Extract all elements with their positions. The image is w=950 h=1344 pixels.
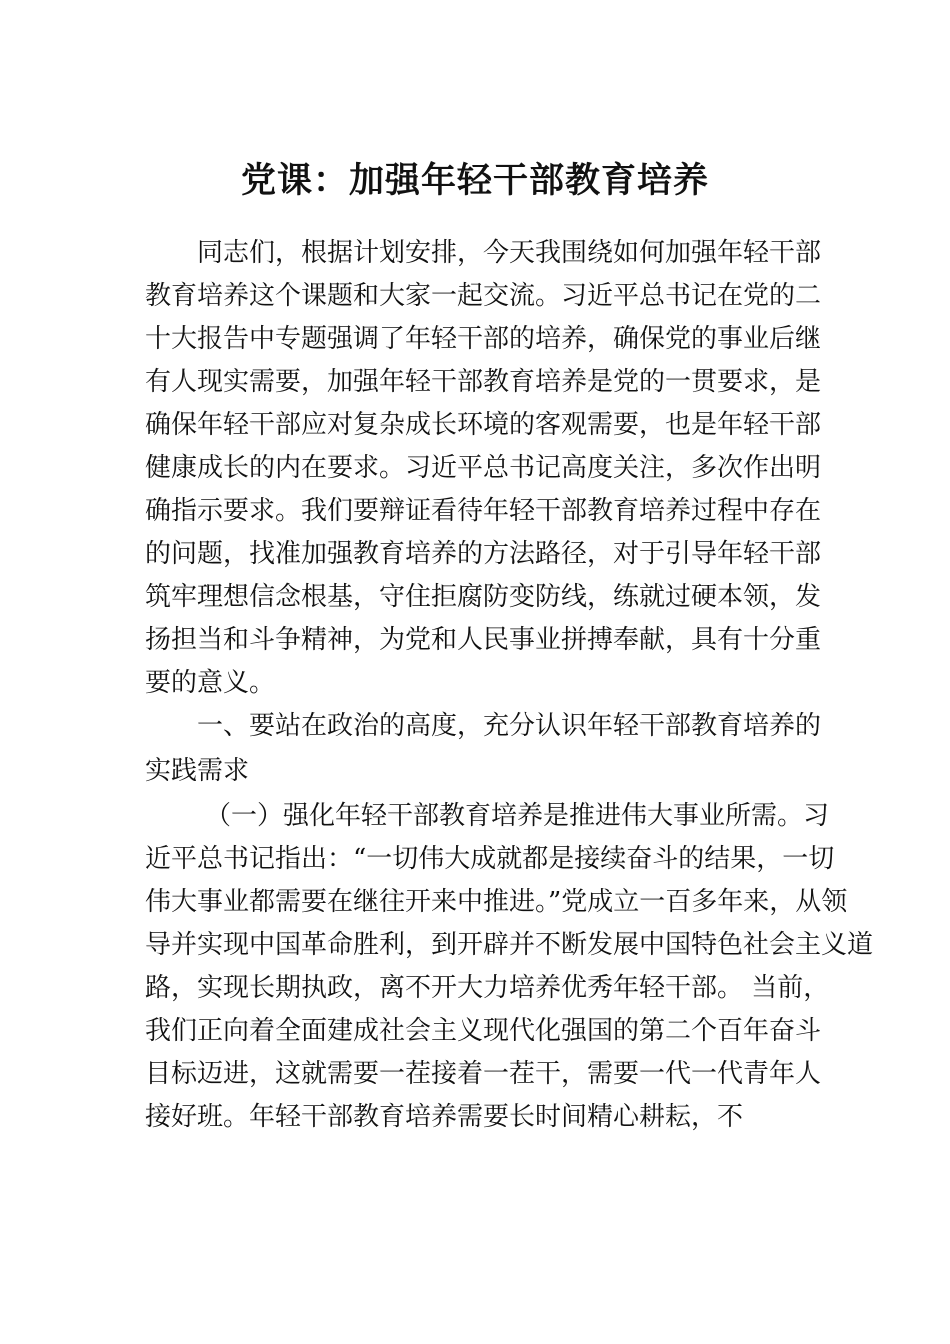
text-line: 十大报告中专题强调了年轻干部的培养，确保党的事业后继 [145,324,822,354]
text-line: 接好班。年轻干部教育培养需要长时间精心耕耘，不 [145,1102,744,1132]
text-line: 确保年轻干部应对复杂成长环境的客观需要，也是年轻干部 [145,410,822,440]
document-title: 党课：加强年轻干部教育培养 [240,160,709,201]
text-line: 筑牢理想信念根基，守住拒腐防变防线，练就过硬本领，发 [145,582,822,612]
text-line: 导并实现中国革命胜利，到开辟并不断发展中国特色社会主义道 [145,930,874,960]
text-line: 要的意义。 [145,668,276,698]
text-line: 近平总书记指出：“一切伟大成就都是接续奋斗的结果，一切 [145,844,835,874]
document-body [145,232,874,1139]
text-line: 我们正向着全面建成社会主义现代化强国的第二个百年奋斗 [145,1016,822,1046]
section-heading-1 [145,705,822,793]
text-line: 目标迈进，这就需要一茬接着一茬干，需要一代一代青年人 [145,1059,822,1089]
heading-line: 实践需求 [145,756,250,786]
text-line: 的问题，找准加强教育培养的方法路径，对于引导年轻干部 [145,539,822,569]
heading-line: 一、要站在政治的高度，充分认识年轻干部教育培养的 [197,711,822,741]
text-line: 同志们，根据计划安排，今天我围绕如何加强年轻干部 [197,238,822,268]
paragraph-intro [145,232,822,705]
text-line: 扬担当和斗争精神，为党和人民事业拼搏奉献，具有十分重 [145,625,822,655]
text-line: 伟大事业都需要在继往开来中推进。”党成立一百多年来，从领 [145,887,848,917]
text-line: 有人现实需要，加强年轻干部教育培养是党的一贯要求，是 [145,367,822,397]
text-line: 路，实现长期执政，离不开大力培养优秀年轻干部。 当前， [145,973,830,1003]
text-line: 健康成长的内在要求。习近平总书记高度关注，多次作出明 [145,453,822,483]
paragraph-subsection-1 [145,795,874,1139]
text-line: 确指示要求。我们要辩证看待年轻干部教育培养过程中存在 [145,496,822,526]
text-line: （一）强化年轻干部教育培养是推进伟大事业所需。习 [205,801,830,831]
text-line: 教育培养这个课题和大家一起交流。习近平总书记在党的二 [145,281,822,311]
